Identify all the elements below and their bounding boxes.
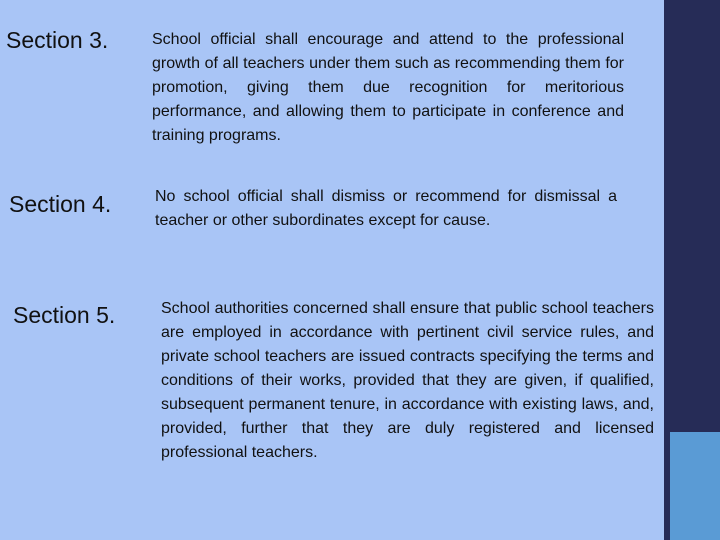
section-5-text: School authorities concerned shall ensure that public school teachers are employed in accordance with pertinent civil service rules, and private school teachers are issued contracts specifying the terms and conditions of their works, provided that they are given, if qualified, subsequent permanent tenure, in accordance with existing laws, and, provided, further that they are duly registered and licensed professional teachers.: [161, 300, 654, 461]
section-4-text: No school official shall dismiss or recommend for dismissal a teacher or other subordinates except for cause.: [155, 188, 617, 229]
section-5-heading: Section 5.: [13, 302, 116, 328]
right-accent-block: [670, 432, 720, 540]
section-4-heading: Section 4.: [9, 191, 112, 217]
section-3-heading: Section 3.: [6, 27, 109, 53]
section-3-text: School official shall encourage and attend to the professional growth of all teachers under them such as recommending them for promotion, giving them due recognition for meritorious performance, and allowing them to participate in conference and training programs.: [152, 31, 624, 144]
